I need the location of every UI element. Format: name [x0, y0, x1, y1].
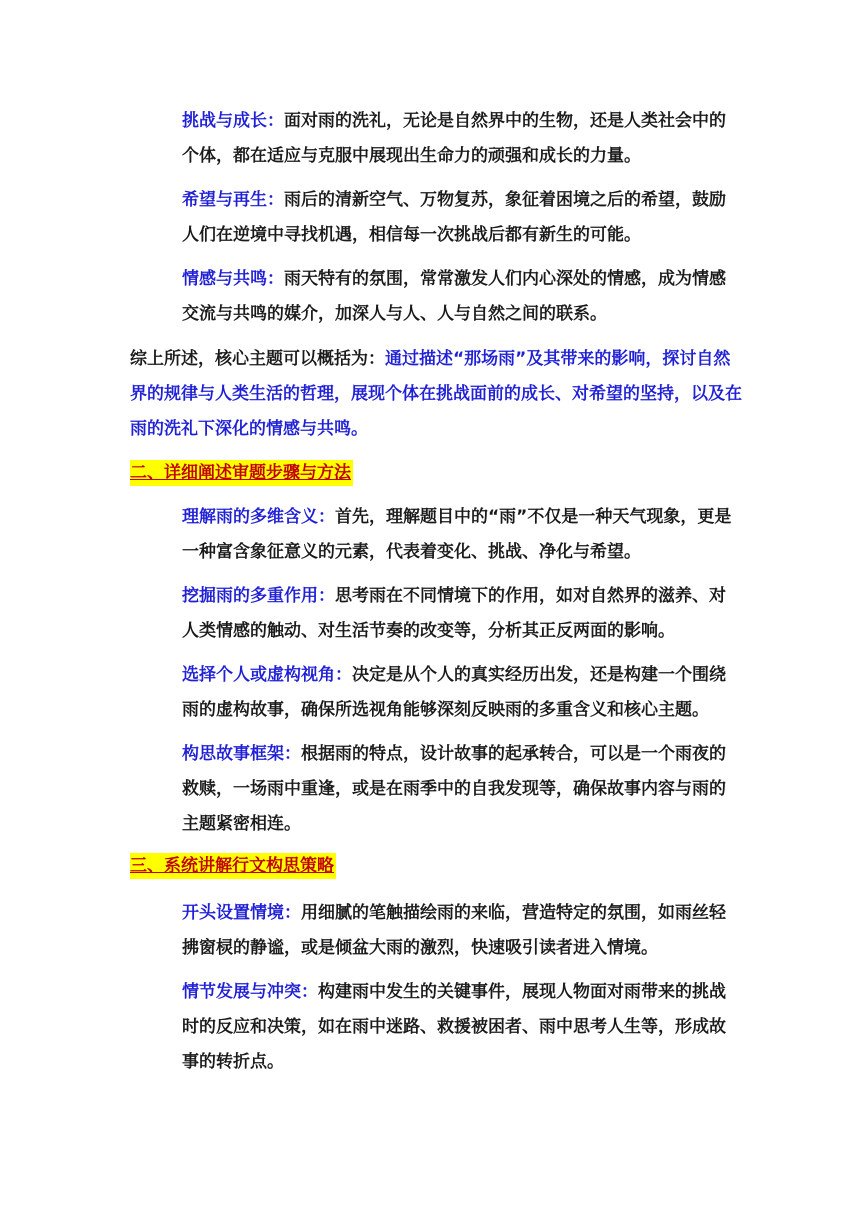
item-text: 用细腻的笔触描绘雨的来临，营造特定的氛围，如雨丝轻拂窗棂的静谧，或是倾盆大雨的激烈，快速吸引读者进入情境。	[182, 903, 726, 958]
step-item-framework	[182, 737, 738, 842]
item-label: 情感与共鸣：	[182, 269, 284, 289]
step-item-understand	[182, 500, 738, 570]
item-text: 决定是从个人的真实经历出发，还是构建一个围绕雨的虚构故事，确保所选视角能够深刻反映雨的多重含义和核心主题。	[182, 665, 726, 720]
item-text: 雨后的清新空气、万物复苏，象征着困境之后的希望，鼓励人们在逆境中寻找机遇，相信每一次挑战后都有新生的可能。	[182, 190, 726, 245]
theme-item-challenge-growth	[182, 104, 738, 174]
item-text: 面对雨的洗礼，无论是自然界中的生物，还是人类社会中的个体，都在适应与克服中展现出生命力的顽强和成长的力量。	[182, 111, 726, 166]
strategy-item-opening	[182, 896, 738, 966]
item-label: 选择个人或虚构视角：	[182, 665, 352, 685]
item-label: 构思故事框架：	[182, 744, 301, 764]
item-label: 情节发展与冲突：	[182, 982, 318, 1002]
item-label: 开头设置情境：	[182, 903, 301, 923]
summary-paragraph	[130, 342, 742, 447]
item-label: 挖掘雨的多重作用：	[182, 586, 335, 606]
item-label: 希望与再生：	[182, 190, 284, 210]
section-heading-strategy: 三、系统讲解行文构思策略	[130, 853, 336, 879]
item-label: 挑战与成长：	[182, 111, 284, 131]
item-text: 根据雨的特点，设计故事的起承转合，可以是一个雨夜的救赎，一场雨中重逢，或是在雨季中的自我发现等，确保故事内容与雨的主题紧密相连。	[182, 744, 726, 834]
item-text: 雨天特有的氛围，常常激发人们内心深处的情感，成为情感交流与共鸣的媒介，加深人与人、人与自然之间的联系。	[182, 269, 726, 324]
item-text: 思考雨在不同情境下的作用，如对自然界的滋养、对人类情感的触动、对生活节奏的改变等，分析其正反两面的影响。	[182, 586, 726, 641]
item-text: 首先，理解题目中的“雨”不仅是一种天气现象，更是一种富含象征意义的元素，代表着变化、挑战、净化与希望。	[182, 507, 732, 562]
summary-prefix: 综上所述，核心主题可以概括为：	[130, 349, 385, 369]
theme-item-hope-rebirth	[182, 183, 738, 253]
step-item-perspective	[182, 658, 738, 728]
summary-highlight: 通过描述“那场雨”及其带来的影响，探讨自然界的规律与人类生活的哲理，展现个体在挑战面前的成长、对希望的坚持，以及在雨的洗礼下深化的情感与共鸣。	[130, 349, 742, 439]
section-heading-steps: 二、详细阐述审题步骤与方法	[130, 460, 353, 486]
item-text: 构建雨中发生的关键事件，展现人物面对雨带来的挑战时的反应和决策，如在雨中迷路、救援被困者、雨中思考人生等，形成故事的转折点。	[182, 982, 726, 1072]
item-label: 理解雨的多维含义：	[182, 507, 335, 527]
strategy-item-plot	[182, 975, 738, 1080]
theme-item-emotion-resonance	[182, 262, 738, 332]
step-item-explore	[182, 579, 738, 649]
